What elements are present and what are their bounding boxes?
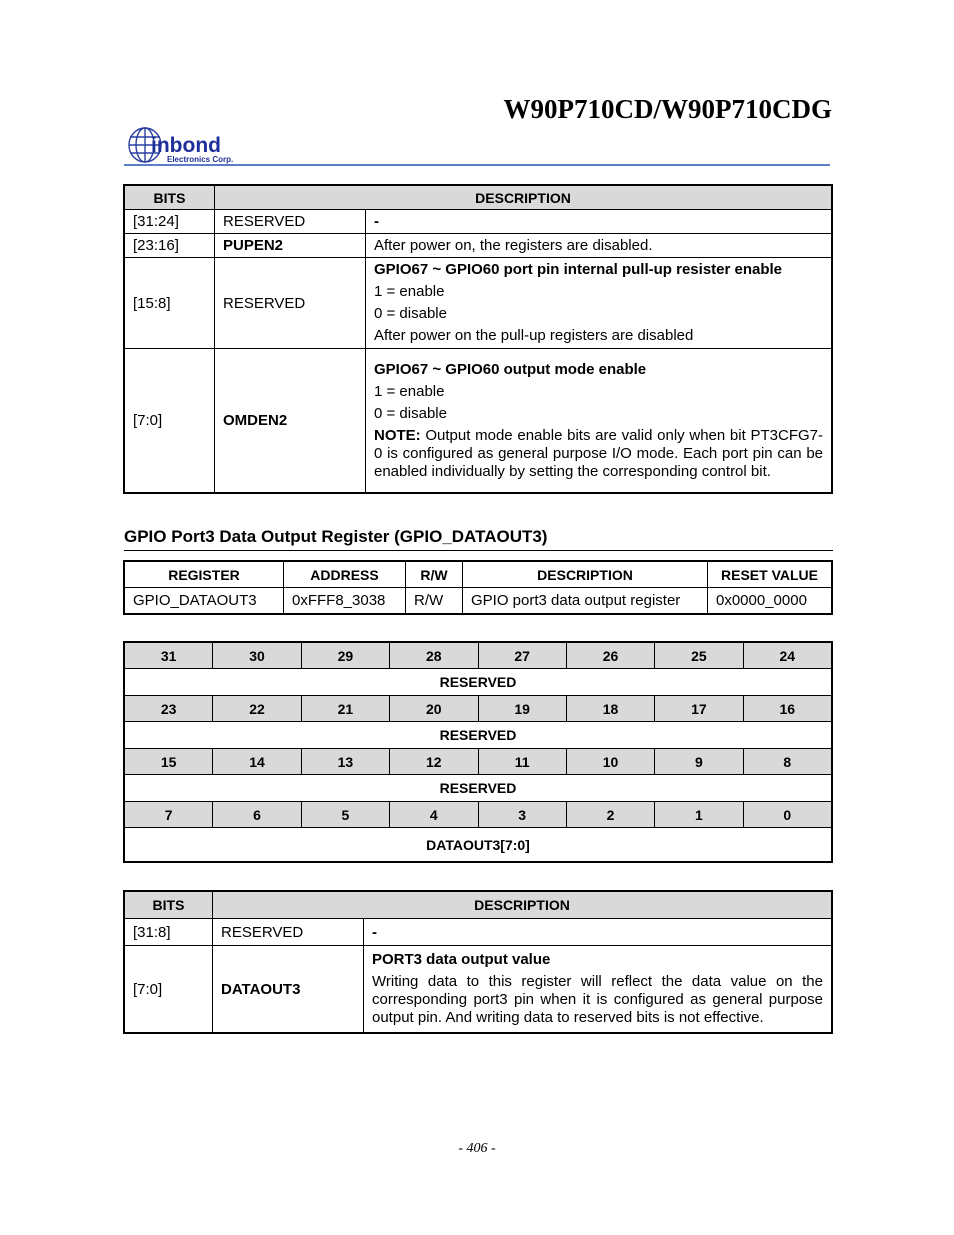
description-text: Writing data to this register will reflect the data value on the corresponding port3 pin when it is configured as general purpose output pin. And writing data to reserved bits is not effective. [372,973,823,1026]
bit-number-cell: 6 [213,802,301,828]
bit-number-cell: 9 [655,749,743,775]
field-name-cell: DATAOUT3 [213,946,364,1033]
col-description-header: DESCRIPTION [215,186,832,210]
bit-number-cell: 26 [566,643,654,669]
bits-description-table-2 [124,891,832,1033]
bit-number-cell: 10 [566,749,654,775]
field-name-cell: RESERVED [215,258,366,349]
description-cell: - [364,919,832,946]
bit-number-row [125,749,832,775]
bit-number-cell: 7 [125,802,213,828]
field-name-cell: OMDEN2 [215,349,366,493]
bits-description-table-1 [124,185,832,493]
col-address-header: ADDRESS [284,562,406,588]
bit-number-cell: 25 [655,643,743,669]
reset-value-cell: 0x0000_0000 [708,588,832,614]
col-bits-header: BITS [125,186,215,210]
bit-number-cell: 27 [478,643,566,669]
svg-text:Electronics Corp.: Electronics Corp. [167,155,234,164]
description-cell: GPIO port3 data output register [463,588,708,614]
table-row [125,946,832,1033]
bit-number-cell: 13 [301,749,389,775]
bit-number-cell: 22 [213,696,301,722]
bits-cell: [31:8] [125,919,213,946]
description-cell: - [366,210,832,234]
bit-number-cell: 20 [390,696,478,722]
svg-text:inbond: inbond [151,134,221,157]
table-row [125,258,832,349]
field-name-cell: RESERVED [215,210,366,234]
bit-number-row [125,696,832,722]
bit-number-cell: 24 [743,643,831,669]
description-line: 0 = disable [374,305,447,322]
bit-field-row [125,828,832,862]
bit-number-cell: 4 [390,802,478,828]
register-table [124,561,832,614]
description-heading: GPIO67 ~ GPIO60 output mode enable [374,360,647,378]
description-cell [366,258,832,349]
bit-number-cell: 3 [478,802,566,828]
description-cell [366,349,832,493]
bit-field-row [125,669,832,696]
table-row [125,234,832,258]
register-name-cell: GPIO_DATAOUT3 [125,588,284,614]
note-text: Output mode enable bits are valid only when bit PT3CFG7-0 is configured as general purpose I/O mode. Each port pin can be enabled individually by setting the corresponding control bit. [374,426,823,480]
bit-number-cell: 15 [125,749,213,775]
section-rule [124,550,833,551]
table-row [125,349,832,493]
col-register-header: REGISTER [125,562,284,588]
bit-number-cell: 31 [125,643,213,669]
field-name-cell: PUPEN2 [215,234,366,258]
bit-number-cell: 23 [125,696,213,722]
col-description-header: DESCRIPTION [463,562,708,588]
description-line: After power on the pull-up registers are disabled [374,327,694,344]
rw-cell: R/W [406,588,463,614]
bitmap-table [124,642,832,862]
description-line: 1 = enable [374,382,445,400]
description-heading: PORT3 data output value [372,951,551,968]
bit-field-row [125,775,832,802]
bit-number-cell: 30 [213,643,301,669]
header-rule [124,164,830,166]
section-title: GPIO Port3 Data Output Register (GPIO_DATAOUT3) [124,527,548,546]
bit-number-cell: 17 [655,696,743,722]
bit-number-cell: 16 [743,696,831,722]
bits-cell: [7:0] [125,946,213,1033]
bit-number-cell: 14 [213,749,301,775]
table-row [125,588,832,614]
bit-number-cell: 0 [743,802,831,828]
bit-number-cell: 1 [655,802,743,828]
page-number: - 406 - [458,1141,496,1156]
bit-field-name-cell: RESERVED [125,775,832,802]
table-row [125,210,832,234]
bit-field-row [125,722,832,749]
description-heading: GPIO67 ~ GPIO60 port pin internal pull-up resister enable [374,261,783,278]
bit-number-cell: 21 [301,696,389,722]
bit-number-cell: 8 [743,749,831,775]
description-cell [364,946,832,1033]
bits-cell: [31:24] [125,210,215,234]
bit-number-cell: 5 [301,802,389,828]
col-description-header: DESCRIPTION [213,892,832,919]
description-line: 1 = enable [374,283,445,300]
note-paragraph [374,427,823,481]
bit-field-name-cell: DATAOUT3[7:0] [125,828,832,862]
address-cell: 0xFFF8_3038 [284,588,406,614]
bits-cell: [15:8] [125,258,215,349]
col-rw-header: R/W [406,562,463,588]
bit-number-row [125,643,832,669]
bit-field-name-cell: RESERVED [125,669,832,696]
field-name-cell: RESERVED [213,919,364,946]
table-row [125,919,832,946]
description-line: 0 = disable [374,404,447,422]
bit-number-cell: 11 [478,749,566,775]
winbond-logo [127,125,257,167]
bit-number-cell: 18 [566,696,654,722]
bit-number-cell: 28 [390,643,478,669]
col-reset-value-header: RESET VALUE [708,562,832,588]
bit-number-cell: 12 [390,749,478,775]
bits-cell: [23:16] [125,234,215,258]
description-cell: After power on, the registers are disabled. [366,234,832,258]
col-bits-header: BITS [125,892,213,919]
note-label: NOTE: [374,426,421,444]
bits-cell: [7:0] [125,349,215,493]
bit-number-cell: 29 [301,643,389,669]
bit-number-cell: 2 [566,802,654,828]
document-title: W90P710CD/W90P710CDG [503,94,832,124]
bit-field-name-cell: RESERVED [125,722,832,749]
bit-number-row [125,802,832,828]
bit-number-cell: 19 [478,696,566,722]
